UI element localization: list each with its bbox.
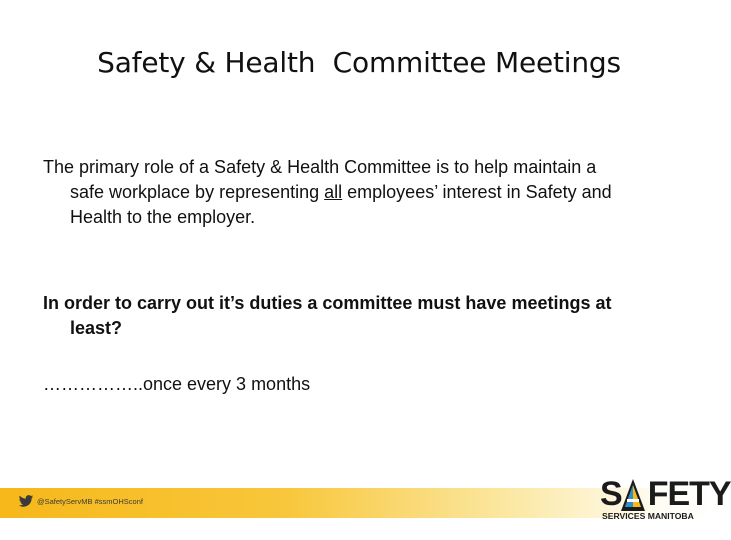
role-line-2 — [43, 180, 693, 205]
question-line-2: least? — [70, 318, 123, 338]
role-line-2-start: safe workplace by representing — [70, 182, 325, 202]
logo-subtitle: SERVICES MANITOBA — [602, 511, 694, 521]
social-handle-text: @SafetyServMB #ssmOHSconf — [37, 497, 143, 506]
logo-triangle-icon — [620, 478, 646, 512]
role-paragraph — [43, 155, 693, 230]
logo-letters-fety: FETY — [647, 475, 731, 513]
answer-text: ……………..once every 3 months — [43, 374, 311, 394]
question-line-1: In order to carry out it’s duties a committee must have meetings at — [43, 293, 612, 313]
twitter-bird-icon — [18, 495, 34, 508]
role-line-3: Health to the employer. — [70, 207, 256, 227]
role-line-2-end: employees’ interest in Safety and — [342, 182, 612, 202]
emphasis-all: all — [324, 182, 343, 202]
slide-title: Safety & Health Committee Meetings — [97, 46, 621, 79]
safety-services-manitoba-logo — [600, 475, 731, 524]
question-paragraph — [43, 291, 693, 341]
role-line-1: The primary role of a Safety & Health Committee is to help maintain a — [43, 157, 597, 177]
logo-letter-s: S — [600, 475, 622, 513]
